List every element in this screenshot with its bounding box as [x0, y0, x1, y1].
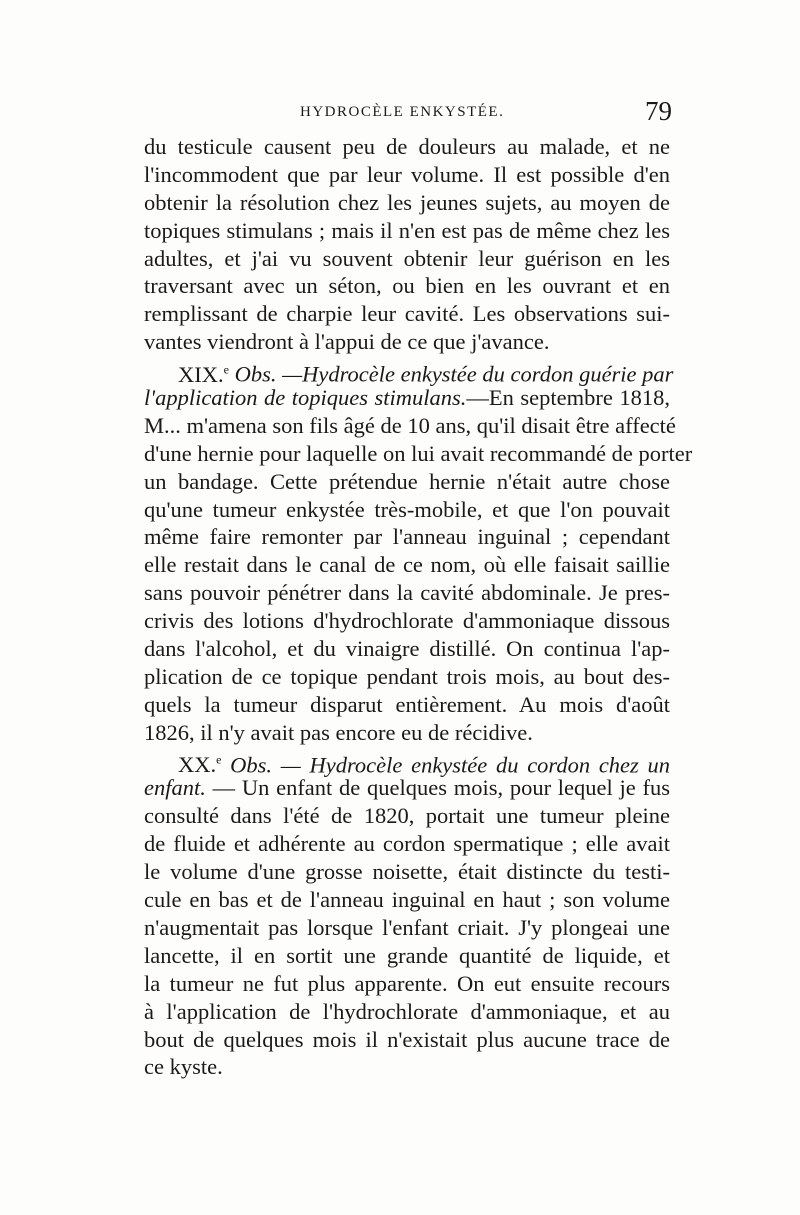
text-line: qu'une tumeur enkystée très-mobile, et que l'on pouvait	[144, 496, 670, 522]
text-line: elle restait dans le canal de ce nom, où elle faisait saillie	[144, 552, 670, 578]
observation-heading-xix	[144, 356, 674, 387]
text-line: même faire remonter par l'anneau inguinal ; cependant	[144, 524, 670, 550]
text-line: le volume d'une grosse noisette, était distincte du testi-	[144, 859, 670, 885]
observation-title: — Hydrocèle enkystée du cordon chez un	[280, 752, 671, 778]
text-line: M... m'amena son fils âgé de 10 ans, qu'il disait être affecté	[144, 412, 676, 438]
observation-title: l'application de topiques stimulans.	[144, 385, 467, 411]
text-line: cule en bas et de l'anneau inguinal en haut ; son volume	[144, 887, 670, 913]
text-line: vantes viendront à l'appui de ce que j'avance.	[144, 329, 550, 355]
observation-title: —Hydrocèle enkystée du cordon guérie par	[282, 361, 674, 387]
text-line: de fluide et adhérente au cordon spermatique ; elle avait	[144, 831, 670, 857]
observation-title-continued	[144, 384, 670, 412]
running-head	[142, 96, 672, 126]
text-line: l'incommodent que par leur volume. Il est possible d'en	[144, 161, 670, 187]
observation-label: Obs.	[234, 361, 277, 387]
text-line: quels la tumeur disparut entièrement. Au mois d'août	[144, 691, 670, 717]
text-line: plication de ce topique pendant trois mois, au bout des-	[144, 663, 670, 689]
text-line: bout de quelques mois il n'existait plus aucune trace de	[144, 1026, 670, 1052]
text-line: du testicule causent peu de douleurs au malade, et ne	[144, 134, 670, 159]
observation-heading-xx	[144, 747, 671, 778]
observation-number: XX.$^e$	[178, 752, 222, 778]
text-line: lancette, il en sortit une grande quantité de liquide, et	[144, 942, 670, 968]
observation-title-continued	[144, 774, 670, 802]
observation-title: enfant.	[144, 775, 206, 801]
text-line: un bandage. Cette prétendue hernie n'était autre chose	[144, 468, 670, 494]
running-title: HYDROCÈLE ENKYSTÉE.	[300, 104, 505, 120]
text-fragment: — Un enfant de quelques mois, pour lequel je fus	[205, 775, 670, 801]
text-line: d'une hernie pour laquelle on lui avait recommandé de porter	[144, 440, 693, 466]
text-line: consulté dans l'été de 1820, portait une tumeur pleine	[144, 803, 670, 829]
text-fragment: —En septembre 1818,	[466, 385, 670, 411]
text-line: ce kyste.	[144, 1054, 223, 1080]
text-line: topiques stimulans ; mais il n'en est pas de même chez les	[144, 217, 670, 243]
observation-number: XIX.$^e$	[178, 361, 229, 387]
text-line: n'augmentait pas lorsque l'enfant criait. J'y plongeai une	[144, 914, 670, 940]
text-line: la tumeur ne fut plus apparente. On eut ensuite recours	[144, 970, 670, 996]
page-number: 79	[645, 96, 672, 126]
text-line: à l'application de l'hydrochlorate d'ammoniaque, et au	[144, 998, 670, 1024]
observation-label: Obs.	[230, 752, 273, 778]
text-line: traversant avec un séton, ou bien en les ouvrant et en	[144, 273, 670, 299]
text-line: remplissant de charpie leur cavité. Les observations sui-	[144, 301, 670, 327]
text-line: crivis des lotions d'hydrochlorate d'ammoniaque dissous	[144, 608, 670, 634]
text-line: sans pouvoir pénétrer dans la cavité abdominale. Je pres-	[144, 580, 670, 606]
text-line: adultes, et j'ai vu souvent obtenir leur guérison en les	[144, 245, 670, 271]
body-text	[144, 133, 693, 1081]
text-line: 1826, il n'y avait pas encore eu de récidive.	[144, 719, 533, 745]
text-line: obtenir la résolution chez les jeunes sujets, au moyen de	[144, 189, 670, 215]
text-line: dans l'alcohol, et du vinaigre distillé. On continua l'ap-	[144, 636, 670, 662]
